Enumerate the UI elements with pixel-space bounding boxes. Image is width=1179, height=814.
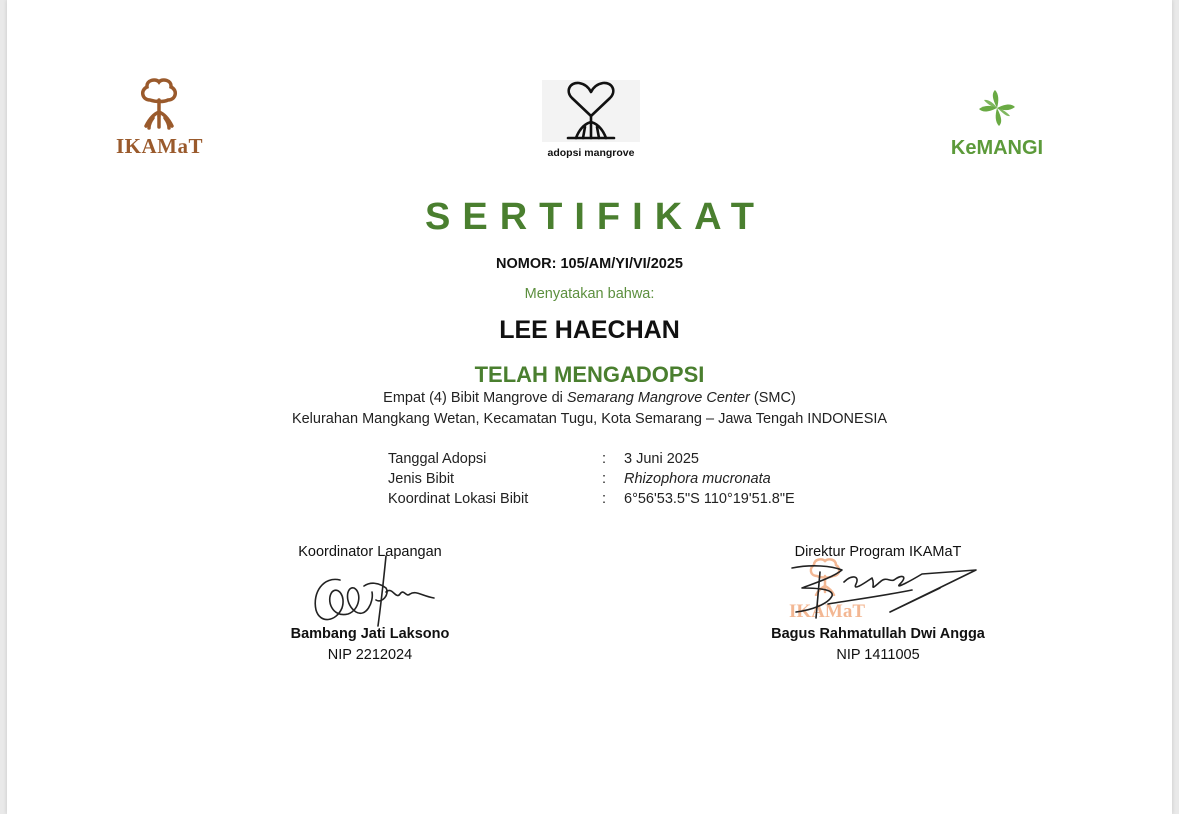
kemangi-logo-text: KeMANGI bbox=[950, 137, 1044, 159]
certificate-page bbox=[7, 0, 1172, 814]
description-line-1-prefix: Empat (4) Bibit Mangrove di bbox=[383, 390, 567, 406]
right-signatory-name: Bagus Rahmatullah Dwi Angga bbox=[771, 626, 985, 642]
leaf-pinwheel-icon bbox=[937, 86, 1057, 132]
description-line-1-suffix: (SMC) bbox=[749, 390, 796, 406]
certificate-number: NOMOR: 105/AM/YI/VI/2025 bbox=[496, 256, 683, 272]
location-name: Semarang Mangrove Center bbox=[566, 390, 750, 406]
heart-mangrove-icon bbox=[532, 80, 650, 142]
left-signatory-role: Koordinator Lapangan bbox=[298, 544, 442, 560]
left-signatory-nip: NIP 2212024 bbox=[327, 647, 413, 663]
right-signatory-role: Direktur Program IKAMaT bbox=[794, 544, 962, 560]
detail-value-date: 3 Juni 2025 bbox=[624, 451, 699, 467]
tree-roots-icon bbox=[102, 78, 217, 130]
recipient-name: LEE HAECHAN bbox=[499, 316, 680, 344]
detail-colon: : bbox=[602, 451, 607, 467]
left-signature bbox=[302, 552, 442, 630]
left-signatory-name: Bambang Jati Laksono bbox=[290, 626, 450, 642]
detail-colon: : bbox=[602, 491, 607, 507]
ikamat-logo bbox=[102, 78, 217, 158]
detail-label-species: Jenis Bibit bbox=[388, 471, 455, 487]
certificate-title: SERTIFIKAT bbox=[425, 196, 766, 238]
right-signature bbox=[772, 560, 982, 622]
stamp-text: IKAMaT bbox=[789, 601, 865, 622]
description-line-1 bbox=[7, 390, 1172, 406]
statement-text: Menyatakan bahwa: bbox=[524, 286, 655, 302]
detail-label-coordinates: Koordinat Lokasi Bibit bbox=[388, 491, 529, 507]
description-line-2: Kelurahan Mangkang Wetan, Kecamatan Tugu, Kota Semarang – Jawa Tengah INDONESIA bbox=[291, 411, 888, 427]
kemangi-logo bbox=[937, 86, 1057, 160]
detail-value-species: Rhizophora mucronata bbox=[624, 471, 771, 487]
detail-colon: : bbox=[602, 471, 607, 487]
ikamat-logo-text: IKAMaT bbox=[116, 134, 203, 158]
adopsi-mangrove-logo-text: adopsi mangrove bbox=[547, 147, 635, 159]
detail-label-date: Tanggal Adopsi bbox=[388, 451, 487, 467]
detail-value-coordinates: 6°56'53.5"S 110°19'51.8"E bbox=[624, 491, 795, 507]
right-signatory-nip: NIP 1411005 bbox=[836, 647, 920, 663]
adopsi-mangrove-logo bbox=[532, 80, 650, 162]
action-heading: TELAH MENGADOPSI bbox=[474, 362, 705, 387]
